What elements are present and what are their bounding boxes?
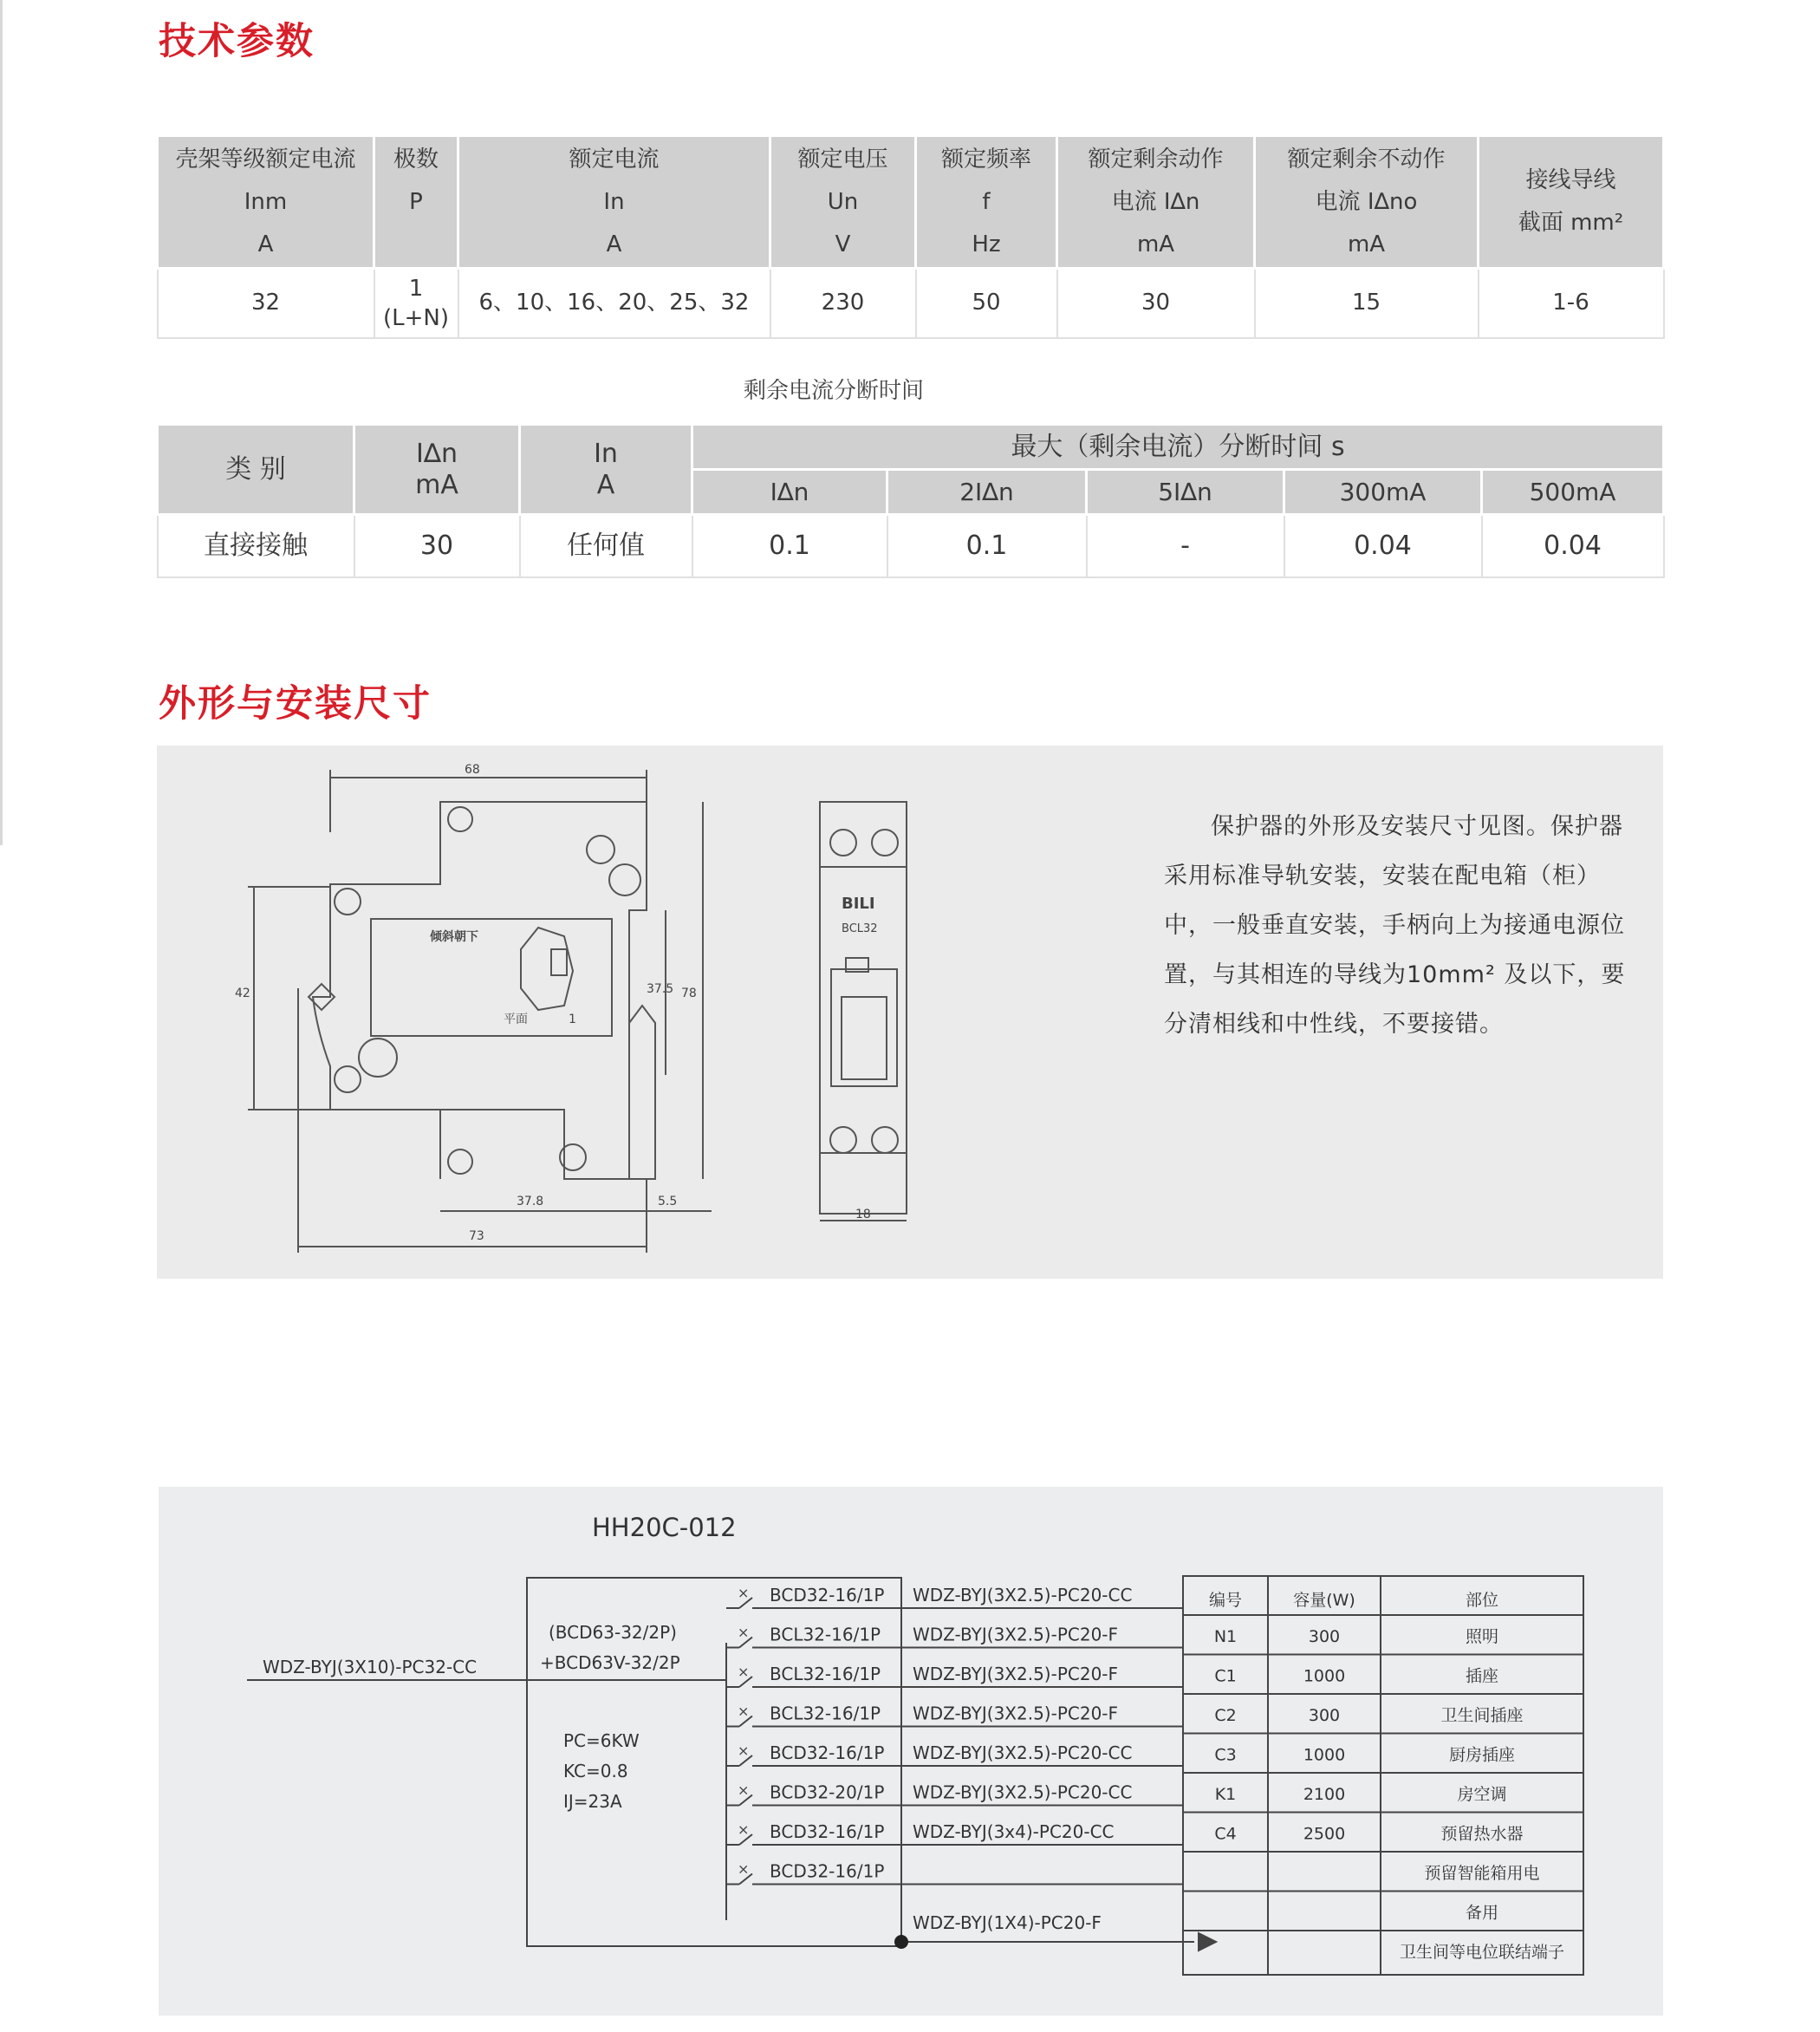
param-kc: KC=0.8	[563, 1761, 628, 1781]
td-500ma: 0.04	[1482, 515, 1664, 577]
dim-73: 73	[469, 1229, 484, 1243]
load-table-cell: 厨房插座	[1448, 1745, 1516, 1765]
branch-cable: WDZ-BYJ(3x4)-PC20-CC	[913, 1821, 1115, 1842]
load-table-cell: 预留热水器	[1440, 1824, 1524, 1844]
tech-params-table	[156, 134, 1665, 339]
td-300ma: 0.04	[1284, 515, 1482, 577]
branch-breaker: BCD32-16/1P	[770, 1742, 885, 1763]
th-rated-frequency: 额定频率 f Hz	[916, 136, 1057, 269]
td-rated-current: 6、10、16、20、25、32	[458, 269, 770, 338]
switch-mark: ×	[738, 1585, 750, 1601]
load-table-cell: 2500	[1303, 1824, 1346, 1844]
tech-params-data-row	[158, 269, 1664, 338]
load-table-cell: 插座	[1465, 1666, 1499, 1686]
circuit-diagram	[159, 1487, 1663, 2016]
load-table-cell: 房空调	[1457, 1785, 1507, 1804]
switch-mark: ×	[738, 1703, 750, 1720]
load-table-cell: 卫生间等电位联结端子	[1399, 1943, 1565, 1962]
switch-mark: ×	[738, 1664, 750, 1680]
th-500ma: 500mA	[1482, 470, 1664, 515]
section-title-dimensions: 外形与安装尺寸	[159, 682, 432, 726]
load-table-cell: 备用	[1465, 1903, 1499, 1923]
branch-8	[726, 1861, 1183, 1885]
td-frame-current: 32	[158, 269, 374, 338]
model-label: BCL32	[842, 922, 878, 935]
branch-cable: WDZ-BYJ(3X2.5)-PC20-CC	[913, 1781, 1133, 1803]
branch-cable: WDZ-BYJ(3X2.5)-PC20-CC	[913, 1585, 1133, 1605]
incoming-cable: WDZ-BYJ(3X10)-PC32-CC	[263, 1657, 478, 1677]
td-in: 任何值	[520, 515, 692, 577]
branch-circuits	[726, 1585, 1183, 1885]
td-5idn: -	[1087, 515, 1284, 577]
switch-mark: ×	[738, 1821, 750, 1838]
th-idn: I∆n	[692, 470, 887, 515]
th-rated-voltage: 额定电压 Un V	[770, 136, 916, 269]
label-tilt: 倾斜朝下	[430, 930, 478, 944]
switch-mark: ×	[738, 1742, 750, 1759]
switch-mark: ×	[738, 1860, 750, 1878]
table2-caption: 剩余电流分断时间	[744, 378, 925, 404]
td-wire-section: 1-6	[1479, 269, 1664, 338]
load-table-cell: C2	[1214, 1706, 1237, 1725]
td-2idn: 0.1	[887, 515, 1087, 577]
branch-cable: WDZ-BYJ(3X2.5)-PC20-F	[913, 1664, 1119, 1684]
td-residual-non-operating: 15	[1255, 269, 1479, 338]
load-table-cell: 1000	[1303, 1745, 1346, 1765]
load-table	[1183, 1591, 1583, 1962]
load-table-cell: 300	[1308, 1706, 1341, 1725]
th-2idn: 2I∆n	[887, 470, 1087, 515]
tech-params-header-row	[158, 136, 1664, 269]
td-rated-frequency: 50	[916, 269, 1057, 338]
section-title-tech-params: 技术参数	[159, 20, 315, 63]
branch-breaker: BCL32-16/1P	[770, 1664, 881, 1684]
main-breaker-1: (BCD63-32/2P)	[549, 1622, 677, 1643]
branch-cable: WDZ-BYJ(3X2.5)-PC20-F	[913, 1624, 1119, 1645]
load-table-header: 部位	[1465, 1591, 1499, 1610]
branch-3	[726, 1664, 1183, 1687]
dim-42: 42	[235, 987, 250, 1000]
load-table-cell: C1	[1214, 1666, 1237, 1686]
td-residual-operating: 30	[1057, 269, 1255, 338]
branch-cable: WDZ-BYJ(3X2.5)-PC20-CC	[913, 1742, 1133, 1763]
td-residual-current: 30	[354, 515, 520, 577]
td-idn: 0.1	[692, 515, 887, 577]
th-residual-current: I∆n mA	[354, 425, 520, 515]
ground-cable: WDZ-BYJ(1X4)-PC20-F	[913, 1912, 1102, 1933]
th-rated-current: 额定电流 In A	[458, 136, 770, 269]
switch-mark: ×	[738, 1624, 750, 1641]
branch-4	[726, 1703, 1183, 1727]
branch-2	[726, 1625, 1183, 1648]
branch-1	[726, 1585, 1183, 1608]
ground-node	[894, 1935, 908, 1949]
dim-68: 68	[465, 763, 480, 777]
branch-breaker: BCD32-20/1P	[770, 1781, 885, 1803]
label-one: 1	[569, 1013, 576, 1026]
th-max-break-time: 最大（剩余电流）分断时间 s	[692, 425, 1664, 470]
load-table-cell: 1000	[1303, 1666, 1346, 1686]
load-table-cell: 卫生间插座	[1440, 1706, 1524, 1725]
brand-logo: BILI	[842, 895, 875, 913]
load-table-cell: 300	[1308, 1627, 1341, 1646]
th-300ma: 300mA	[1284, 470, 1482, 515]
branch-cable: WDZ-BYJ(3X2.5)-PC20-F	[913, 1703, 1119, 1724]
th-category: 类 别	[158, 425, 354, 515]
th-frame-current: 壳架等级额定电流 Inm A	[158, 136, 374, 269]
load-table-cell: K1	[1214, 1785, 1237, 1804]
param-ij: IJ=23A	[563, 1791, 622, 1812]
branch-breaker: BCD32-16/1P	[770, 1860, 885, 1882]
switch-mark: ×	[738, 1781, 750, 1799]
installation-description: 保护器的外形及安装尺寸见图。保护器采用标准导轨安装，安装在配电箱（柜）中，一般垂直安装，手柄向上为接通电源位置，与其相连的导线为10mm² 及以下，要分清相线和中性线，不要接错。	[1164, 813, 1626, 1038]
branch-breaker: BCL32-16/1P	[770, 1703, 881, 1724]
load-table-cell: 照明	[1465, 1627, 1499, 1646]
dimensions-panel	[157, 746, 1663, 1279]
td-poles: 1 (L+N)	[374, 269, 458, 338]
left-edge-bar	[0, 0, 3, 845]
branch-6	[726, 1782, 1183, 1806]
td-category: 直接接触	[158, 515, 354, 577]
td-rated-voltage: 230	[770, 269, 916, 338]
branch-breaker: BCL32-16/1P	[770, 1624, 881, 1645]
circuit-panel	[159, 1487, 1663, 2016]
dim-18: 18	[855, 1208, 871, 1221]
branch-5	[726, 1742, 1183, 1766]
dim-78: 78	[681, 987, 697, 1000]
load-table-header: 编号	[1208, 1591, 1243, 1610]
circuit-title: HH20C-012	[592, 1513, 737, 1542]
branch-7	[726, 1821, 1183, 1845]
load-table-header: 容量(W)	[1293, 1591, 1355, 1610]
label-flat: 平面	[504, 1013, 528, 1026]
th-in: In A	[520, 425, 692, 515]
th-5idn: 5I∆n	[1087, 470, 1284, 515]
load-table-cell: 预留智能箱用电	[1424, 1864, 1540, 1883]
main-breaker-2: +BCD63V-32/2P	[540, 1652, 680, 1673]
load-table-cell: 2100	[1303, 1785, 1346, 1804]
th-residual-non-operating: 额定剩余不动作 电流 I∆no mA	[1255, 136, 1479, 269]
load-table-cell: N1	[1213, 1627, 1238, 1646]
dim-37-8: 37.8	[517, 1195, 544, 1208]
th-wire-section: 接线导线 截面 mm²	[1479, 136, 1664, 269]
param-pc: PC=6KW	[563, 1730, 640, 1751]
load-table-cell: C4	[1214, 1824, 1237, 1844]
th-residual-operating: 额定剩余动作 电流 I∆n mA	[1057, 136, 1255, 269]
th-poles: 极数 P	[374, 136, 458, 269]
dim-37-5: 37.5	[647, 982, 674, 996]
load-table-cell: C3	[1214, 1745, 1237, 1765]
dim-5-5: 5.5	[658, 1195, 678, 1208]
break-time-table	[156, 423, 1665, 578]
branch-breaker: BCD32-16/1P	[770, 1585, 885, 1605]
branch-breaker: BCD32-16/1P	[770, 1821, 885, 1842]
